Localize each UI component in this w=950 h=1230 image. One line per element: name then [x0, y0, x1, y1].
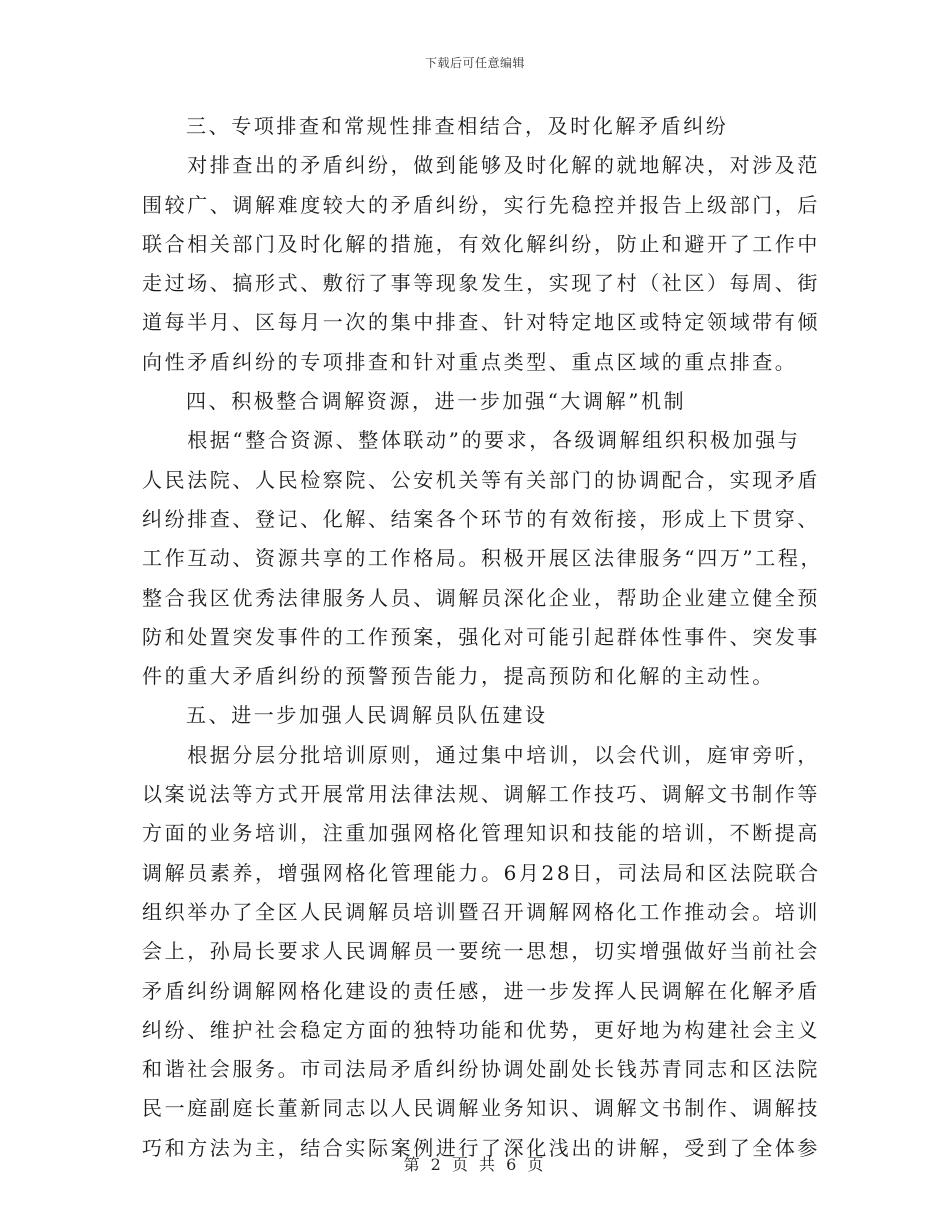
paragraph-line: 方面的业务培训，注重加强网格化管理知识和技能的培训，不断提高 — [142, 821, 820, 846]
paragraph-line: 纠纷、维护社会稳定方面的独特功能和优势，更好地为构建社会主义 — [142, 1017, 820, 1042]
section-heading: 五、进一步加强人民调解员队伍建设 — [186, 703, 548, 728]
paragraph-line: 走过场、搞形式、敷衍了事等现象发生，实现了村（社区）每周、街 — [142, 271, 820, 296]
paragraph-line: 防和处置突发事件的工作预案，强化对可能引起群体性事件、突发事 — [142, 624, 820, 649]
paragraph-line: 联合相关部门及时化解的措施，有效化解纠纷，防止和避开了工作中 — [142, 231, 820, 256]
paragraph-line: 根据“整合资源、整体联动”的要求，各级调解组织积极加强与 — [142, 428, 801, 453]
paragraph-line: 民一庭副庭长董新同志以人民调解业务知识、调解文书制作、调解技 — [142, 1096, 820, 1121]
paragraph-line: 根据分层分批培训原则，通过集中培训，以会代训，庭审旁听， — [142, 742, 820, 767]
paragraph-line: 和谐社会服务。市司法局矛盾纠纷协调处副处长钱苏青同志和区法院 — [142, 1057, 820, 1082]
paragraph-line: 工作互动、资源共享的工作格局。积极开展区法律服务“四万”工程， — [142, 546, 824, 571]
paragraph-line: 调解员素养，增强网格化管理能力。6月28日，司法局和区法院联合 — [142, 860, 821, 885]
page-header: 下载后可任意编辑 — [424, 56, 525, 70]
paragraph-line: 道每半月、区每月一次的集中排查、针对特定地区或特定领域带有倾 — [142, 310, 820, 335]
paragraph-line: 向性矛盾纠纷的专项排查和针对重点类型、重点区域的重点排查。 — [142, 349, 798, 374]
section-heading: 四、积极整合调解资源，进一步加强“大调解”机制 — [186, 389, 687, 414]
paragraph-line: 人民法院、人民检察院、公安机关等有关部门的协调配合，实现矛盾 — [142, 467, 820, 492]
paragraph-line: 会上，孙局长要求人民调解员一要统一思想，切实增强做好当前社会 — [142, 939, 820, 964]
paragraph-line: 件的重大矛盾纠纷的预警预告能力，提高预防和化解的主动性。 — [142, 664, 775, 689]
paragraph-line: 以案说法等方式开展常用法律法规、调解工作技巧、调解文书制作等 — [142, 782, 820, 807]
paragraph-line: 巧和方法为主，结合实际案例进行了深化浅出的讲解，受到了全体参 — [142, 1135, 820, 1160]
section-heading: 三、专项排查和常规性排查相结合，及时化解矛盾纠纷 — [186, 114, 729, 138]
paragraph-line: 组织举办了全区人民调解员培训暨召开调解网格化工作推动会。培训 — [142, 899, 820, 924]
document-body — [142, 107, 824, 1168]
paragraph-line: 矛盾纠纷调解网格化建设的责任感，进一步发挥人民调解在化解矛盾 — [142, 978, 820, 1003]
paragraph-line: 围较广、调解难度较大的矛盾纠纷，实行先稳控并报告上级部门，后 — [142, 192, 820, 217]
paragraph-line: 纠纷排查、登记、化解、结案各个环节的有效衔接，形成上下贯穿、 — [142, 506, 820, 531]
paragraph-line: 整合我区优秀法律服务人员、调解员深化企业，帮助企业建立健全预 — [142, 585, 820, 610]
page-footer: 第 2 页 共 6 页 — [403, 1155, 547, 1174]
paragraph-line: 对排查出的矛盾纠纷，做到能够及时化解的就地解决，对涉及范 — [142, 153, 820, 178]
